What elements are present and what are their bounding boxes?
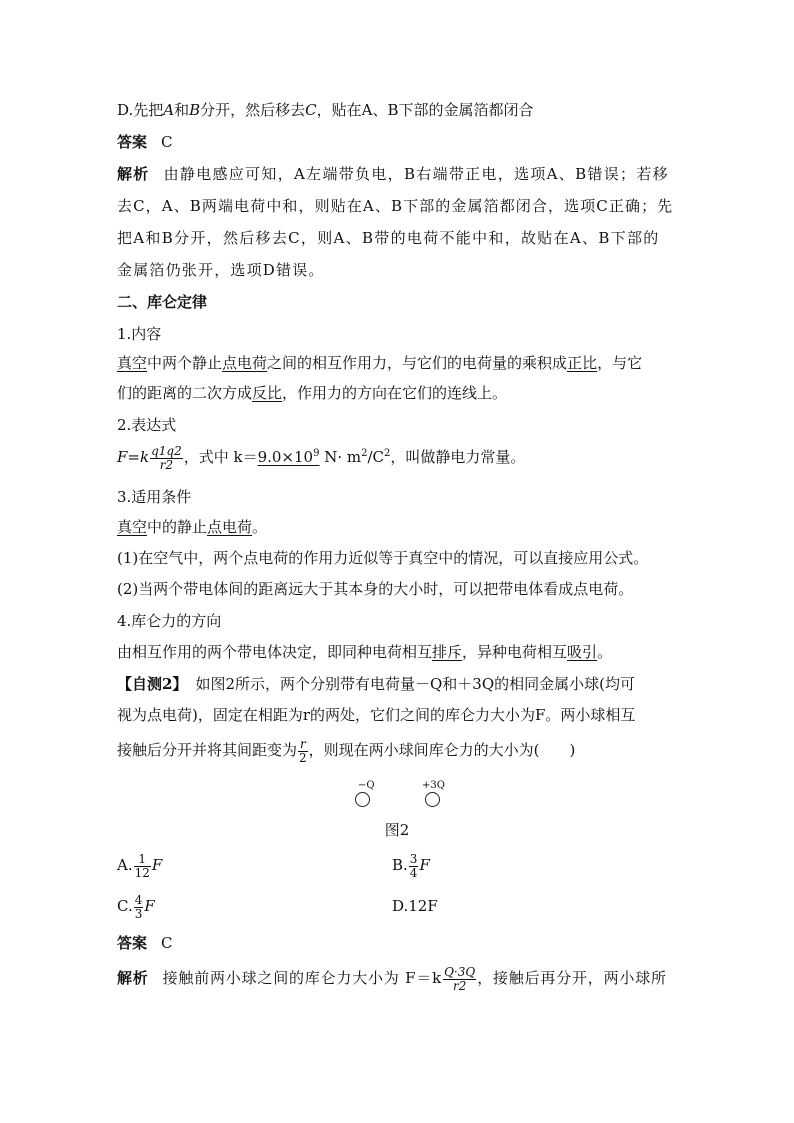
- text: ，式中 k＝: [183, 448, 258, 466]
- option-var: F: [144, 897, 155, 915]
- explanation-2-line-1: [117, 960, 667, 996]
- section-2-title: 二、库仑定律: [117, 293, 208, 311]
- blank-answer: 点电荷: [207, 518, 253, 536]
- condition-point-1: (1)在空气中，两个点电荷的作用力近似等于真空中的情况，可以直接应用公式。: [117, 549, 649, 567]
- blank-answer: 真空: [117, 518, 148, 536]
- blank-answer: 反比: [252, 384, 283, 402]
- fraction-numerator: 1: [134, 853, 151, 867]
- explanation-1-line-4: [117, 259, 325, 281]
- fraction-numerator: r: [299, 736, 306, 751]
- blank-answer: 排斥: [432, 643, 463, 661]
- formula-fraction: [150, 445, 183, 472]
- option-var: F: [419, 856, 430, 874]
- explanation-text: 由静电感应可知，A左端带负电，B右端带正电，选项A、B错误；若移: [163, 165, 669, 183]
- fraction-numerator: 4: [134, 892, 143, 907]
- explanation-text: 把A和B分开，然后移去C，则A、B带的电荷不能中和，故贴在A、B下部的: [117, 229, 660, 247]
- text: 中两个静止: [147, 354, 223, 372]
- fraction-numerator: q1q2: [151, 443, 182, 458]
- fraction-denominator: 4: [409, 865, 418, 880]
- text: 们的距离的二次方成: [117, 384, 253, 402]
- option-label: A.: [117, 856, 133, 874]
- blank-answer: 真空: [117, 354, 148, 372]
- answer-value: C: [161, 934, 173, 952]
- fraction-numerator: 3: [409, 851, 418, 866]
- fraction-denominator: r2: [452, 978, 467, 993]
- exponent: 2: [384, 448, 391, 459]
- explanation-fraction: [443, 966, 476, 993]
- blank-answer: 正比: [567, 354, 598, 372]
- text: ，贴在A、B下部的金属箔都闭合: [316, 101, 534, 119]
- subsection-1-title: 1.内容: [117, 325, 162, 343]
- question-text: ，则现在两小球间库仑力的大小为( ): [308, 741, 576, 759]
- blank-answer: 点电荷: [222, 354, 268, 372]
- option-fraction: [409, 853, 419, 880]
- text: 由相互作用的两个带电体决定，即同种电荷相互: [117, 643, 433, 661]
- figure-caption: 图2: [384, 821, 410, 839]
- text: 分开，然后移去: [200, 101, 306, 119]
- content-line-2: [117, 382, 507, 404]
- content-line-1: [117, 352, 642, 374]
- formula-lhs: F=k: [117, 448, 150, 466]
- option-c[interactable]: [117, 889, 155, 923]
- subsection-4-title: 4.库仑力的方向: [117, 612, 222, 630]
- text: ，作用力的方向在它们的连线上。: [282, 384, 508, 402]
- text: ，与它: [597, 354, 643, 372]
- constant-value: 9.0×10: [257, 448, 314, 466]
- option-d-line: [117, 99, 534, 121]
- fraction-denominator: r2: [159, 457, 174, 472]
- question-line-1: [117, 673, 635, 695]
- text: 。: [252, 518, 268, 536]
- fraction-denominator: 12: [134, 865, 150, 880]
- option-d-prefix: D.先把: [117, 101, 164, 119]
- subsection-3-title: 3.适用条件: [117, 488, 192, 506]
- blank-answer: 吸引: [567, 643, 598, 661]
- text: 之间的相互作用力，与它们的电荷量的乘积成: [267, 354, 568, 372]
- var-a: A: [163, 101, 175, 119]
- explanation-1-line-1: [117, 163, 669, 185]
- answer-1-line: [117, 131, 173, 153]
- unit: N· m: [319, 448, 362, 466]
- option-label: B.: [392, 856, 408, 874]
- sphere-positive: [425, 792, 440, 807]
- var-b: B: [189, 101, 201, 119]
- question-line-3: [117, 734, 575, 766]
- explanation-label: 解析: [117, 969, 149, 987]
- option-var: F: [151, 856, 163, 874]
- fraction-denominator: 3: [134, 906, 143, 921]
- explanation-1-line-3: [117, 227, 660, 249]
- option-d[interactable]: D.12F: [392, 897, 438, 915]
- answer-value: C: [161, 133, 173, 151]
- distance-fraction: [298, 738, 308, 765]
- explanation-text: 去C，A、B两端电荷中和，则贴在A、B下部的金属箔都闭合，选项C正确；先: [117, 197, 674, 215]
- text: 和: [174, 101, 190, 119]
- question-text: 如图2所示，两个分别带有电荷量－Q和＋3Q的相同金属小球(均可: [195, 675, 635, 693]
- text: 中的静止: [147, 518, 208, 536]
- text: ，叫做静电力常量。: [390, 448, 526, 466]
- option-b[interactable]: [392, 848, 430, 882]
- question-tag: 【自测2】: [117, 675, 188, 693]
- text: 。: [597, 643, 613, 661]
- fraction-numerator: Q·3Q: [444, 964, 476, 979]
- explanation-text: ，接触后再分开，两小球所: [477, 969, 667, 987]
- text: ，异种电荷相互: [462, 643, 568, 661]
- answer-label: 答案: [117, 934, 148, 952]
- option-fraction: [134, 894, 144, 921]
- exponent: 9: [313, 448, 320, 459]
- condition-point-2: (2)当两个带电体间的距离远大于其本身的大小时，可以把带电体看成点电荷。: [117, 580, 634, 598]
- condition-line: [117, 516, 267, 538]
- answer-label: 答案: [117, 133, 148, 151]
- unit: /C: [367, 448, 385, 466]
- subsection-2-title: 2.表达式: [117, 416, 177, 434]
- exponent: 2: [361, 448, 368, 459]
- explanation-1-line-2: [117, 195, 673, 217]
- question-line-2: 视为点电荷)，固定在相距为r的两处，它们之间的库仑力大小为F。两小球相互: [117, 706, 636, 724]
- blank-answer: [258, 448, 320, 466]
- explanation-text: 接触前两小球之间的库仑力大小为 F＝k: [162, 969, 443, 987]
- answer-2-line: [117, 932, 173, 954]
- option-fraction: [134, 853, 151, 880]
- sphere-negative: [355, 792, 370, 807]
- var-c: C: [305, 101, 317, 119]
- explanation-text: 金属箔仍张开，选项D错误。: [117, 261, 325, 279]
- question-text: 接触后分开并将其间距变为: [117, 741, 298, 759]
- formula-line: [117, 441, 525, 473]
- figure-label-negative-q: −Q: [358, 780, 375, 791]
- fraction-denominator: 2: [299, 750, 307, 765]
- explanation-label: 解析: [117, 165, 150, 183]
- direction-line: [117, 641, 612, 663]
- option-a[interactable]: [117, 848, 162, 882]
- option-label: C.: [117, 897, 133, 915]
- figure-label-positive-3q: +3Q: [422, 780, 445, 791]
